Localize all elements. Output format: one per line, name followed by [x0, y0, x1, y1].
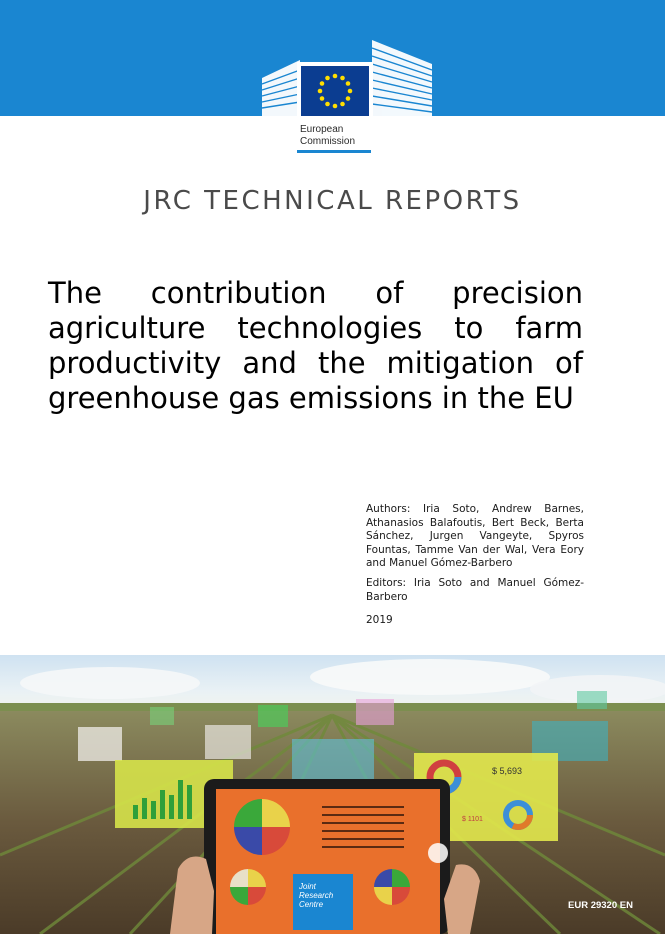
organisation-line-1: European: [300, 124, 344, 135]
report-number: EUR 29320 EN: [568, 900, 633, 911]
panel-value-1: $ 5,693: [492, 766, 523, 776]
authors: Authors: Iria Soto, Andrew Barnes, Athanasios Balafoutis, Bert Beck, Berta Sánchez, Jurgen Vangeyte, Spyros Fountas, Tamme Van der Wal, Vera Eory and Manuel Gómez-Barbero: [366, 503, 584, 570]
logo-underline: [297, 150, 371, 153]
series-title: JRC TECHNICAL REPORTS: [143, 186, 522, 216]
publication-year: 2019: [366, 614, 393, 627]
panel-value-2: $ 1101: [462, 816, 483, 823]
organisation-line-2: Commission: [300, 136, 356, 147]
report-title: The contribution of precision agriculture technologies to farm productivity and the mitigation of greenhouse gas emissions in the EU: [48, 276, 583, 415]
jrc-badge-line-2: Research: [299, 891, 334, 900]
jrc-badge: [293, 874, 353, 930]
eu-flag: [301, 66, 369, 116]
jrc-badge-line-1: Joint: [299, 882, 316, 891]
organisation-name: [300, 124, 355, 148]
jrc-badge-line-3: Centre: [299, 900, 324, 909]
editors: Editors: Iria Soto and Manuel Gómez-Barbero: [366, 576, 584, 603]
report-metadata: [366, 503, 584, 634]
